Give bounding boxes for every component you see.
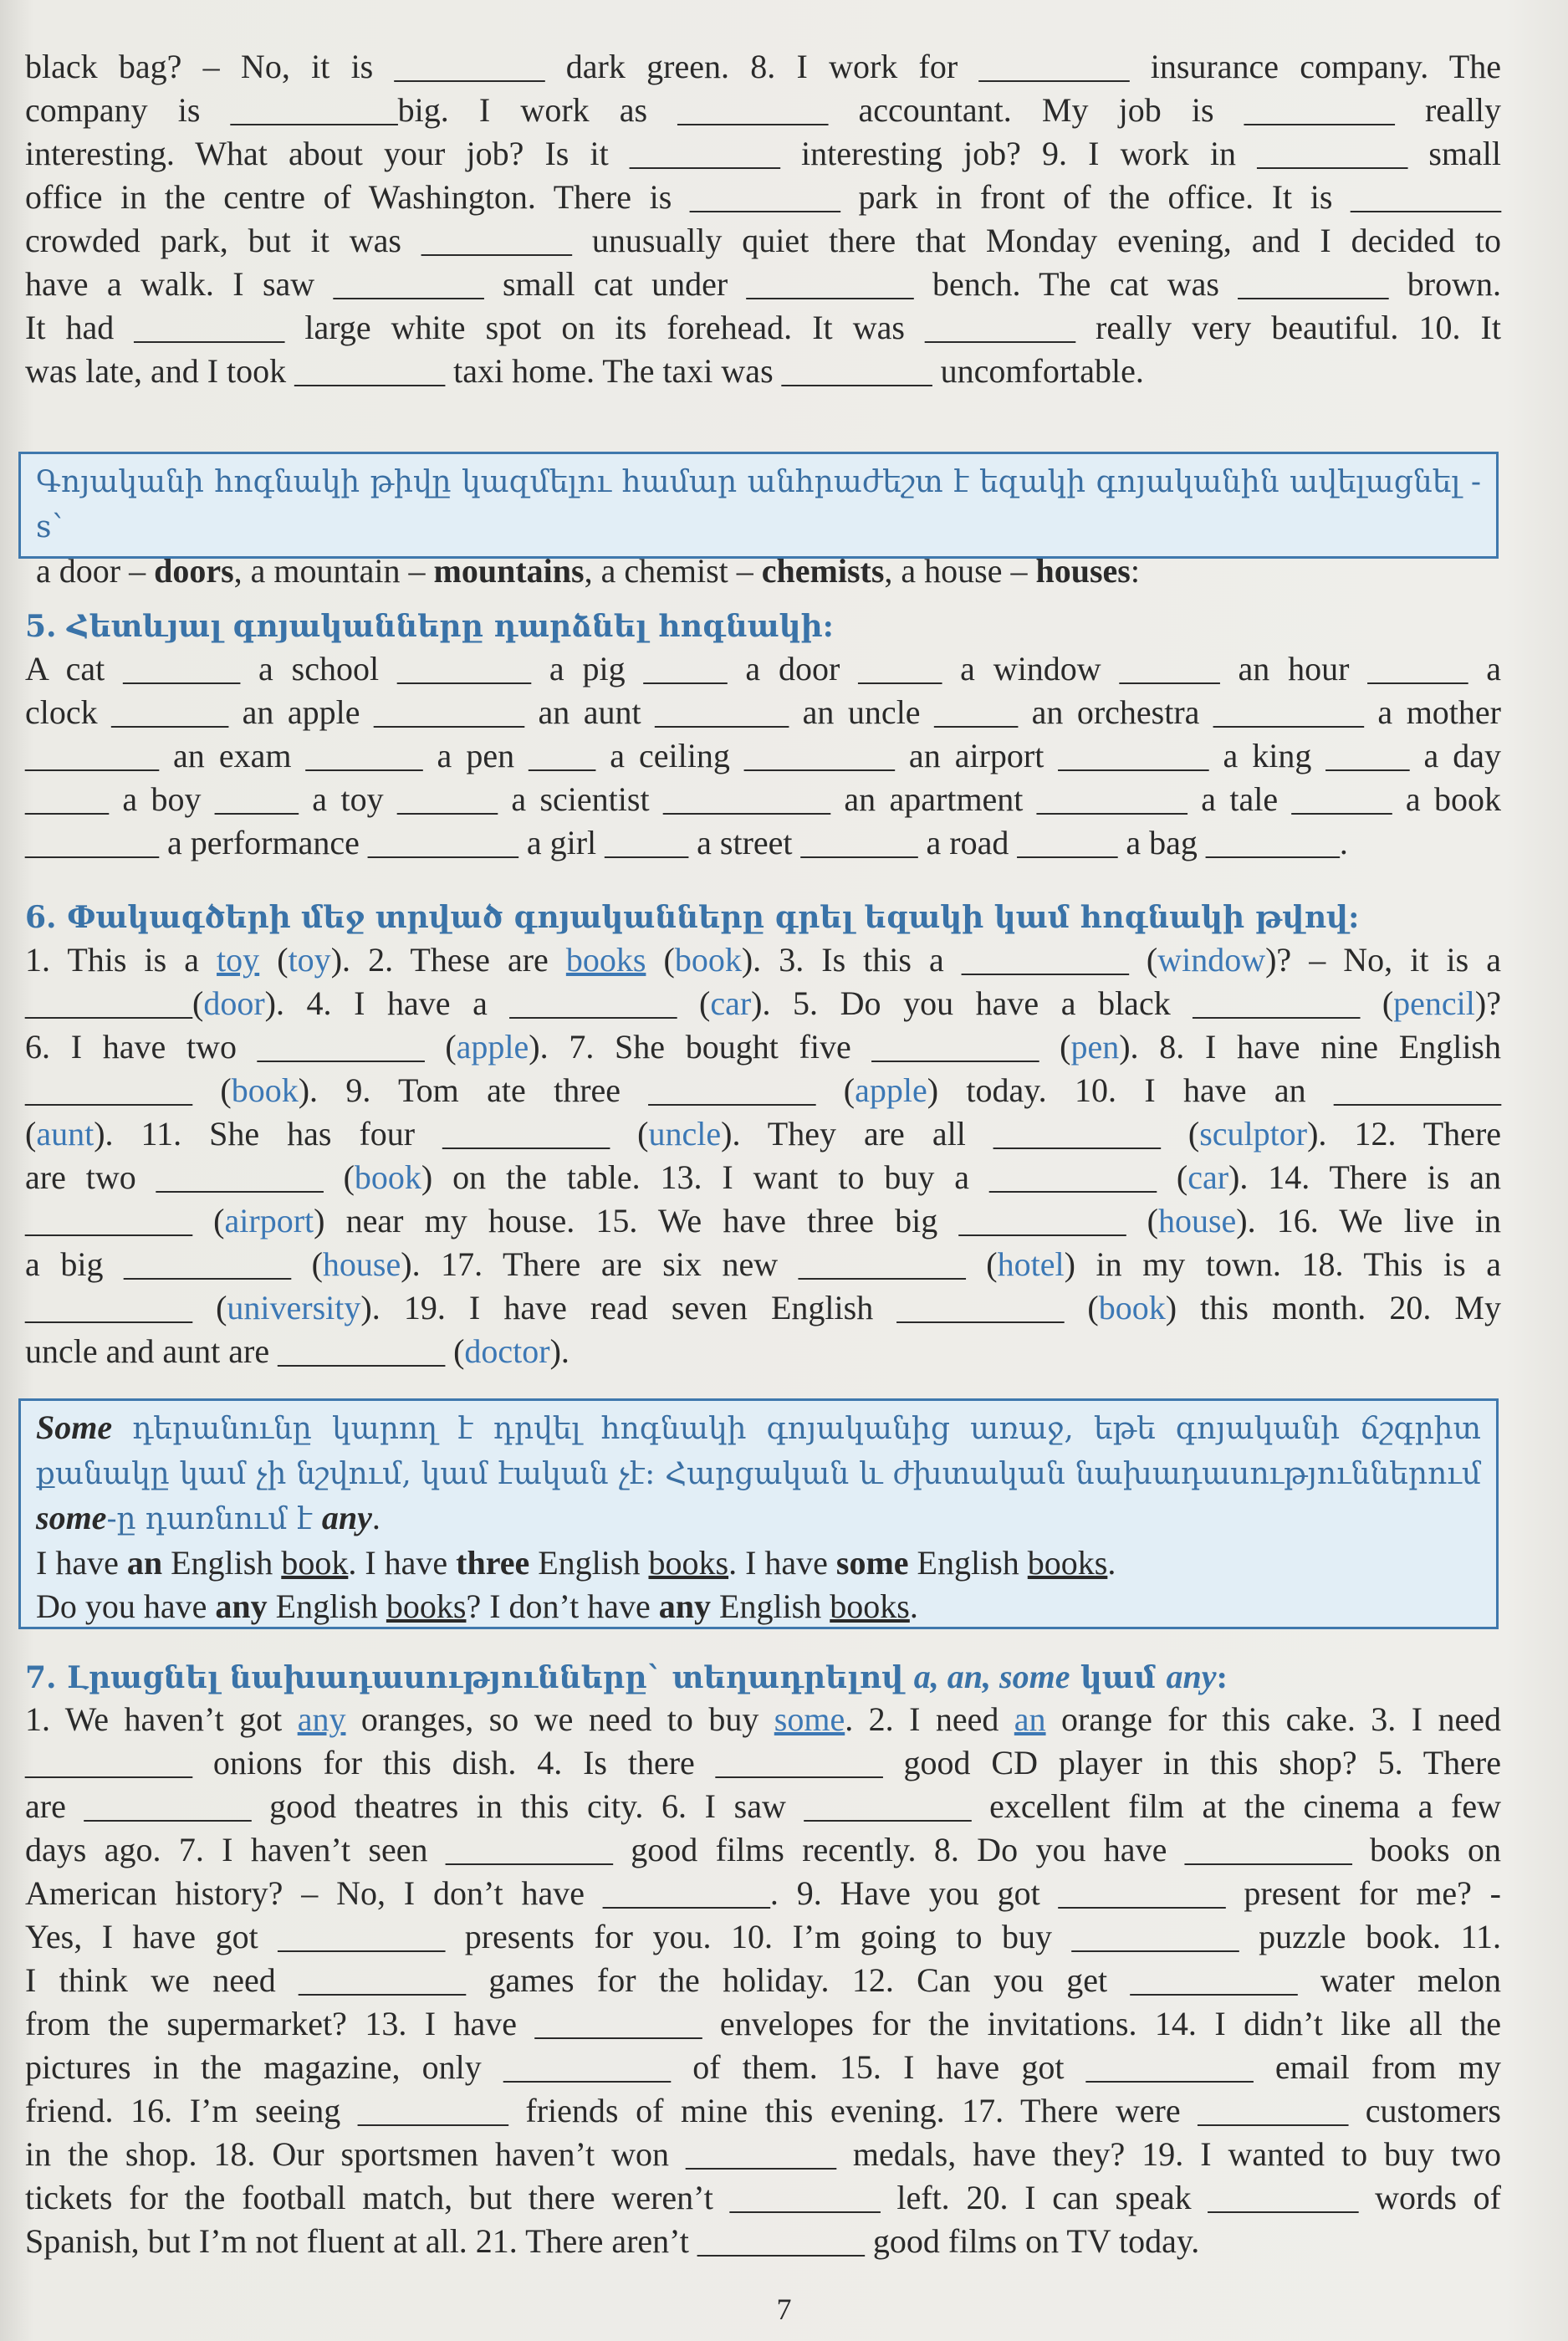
text-line: are __________ good theatres in this city. 6. I saw __________ excellent film at the cinema a few xyxy=(25,1787,1501,1825)
hint-word: book xyxy=(354,1158,421,1196)
hint-word: door xyxy=(203,984,265,1022)
singular-example: a door xyxy=(36,552,121,590)
text-line: I think we need __________ games for the holiday. 12. Can you get __________ water melon xyxy=(25,1961,1501,1999)
hint-word: book xyxy=(674,941,742,979)
text-line: clock _______ an apple _________ an aunt ________ an uncle _____ an orchestra _________ a mother xyxy=(25,693,1501,731)
plural-example: doors xyxy=(154,552,234,590)
answer-example: any xyxy=(297,1700,346,1738)
hint-word: window xyxy=(1157,941,1266,979)
text-line: 1. This is a toy (toy). 2. These are books (book). 3. Is this a __________ (window)? – No, it is a xyxy=(25,941,1502,979)
singular-example: a house xyxy=(901,552,1003,590)
rule-text: Some դերանունը կարող է դրվել հոգնակի գոյականից առաջ, եթե գոյականի ճշգրիտ քանակը կամ չի նշվում, կամ էական չէ: Հարցական և ժխտական նախադասություններում some-ը դառնում է any. xyxy=(36,1408,1481,1536)
text-line: uncle and aunt are __________ (doctor). xyxy=(25,1332,569,1370)
page-number: 7 xyxy=(776,2292,792,2326)
hint-word: airport xyxy=(224,1202,314,1240)
hint-word: uncle xyxy=(648,1115,722,1153)
text-line: days ago. 7. I haven’t seen __________ good films recently. 8. Do you have __________ books on xyxy=(25,1831,1501,1868)
rule-box-some-any xyxy=(18,1398,1499,1629)
text-line: 1. We haven’t got any oranges, so we need to buy some. 2. I need an orange for this cake. 3. I need xyxy=(25,1700,1501,1738)
hint-word: hotel xyxy=(997,1245,1065,1283)
text-line: Spanish, but I’m not fluent at all. 21. There aren’t __________ good films on TV today. xyxy=(25,2222,1200,2260)
text-line: in the shop. 18. Our sportsmen haven’t won _________ medals, have they? 19. I wanted to buy two xyxy=(25,2135,1501,2173)
hint-word: apple xyxy=(855,1071,927,1109)
singular-example: a mountain xyxy=(250,552,401,590)
text-line: tickets for the football match, but there weren’t _________ left. 20. I can speak _________ words of xyxy=(25,2179,1501,2216)
text-line: crowded park, but it was _________ unusually quiet there that Monday evening, and I decided to xyxy=(25,222,1501,259)
hint-word: aunt xyxy=(36,1115,94,1153)
exercise-7-heading: 7. Լրացնել նախադասությունները` տեղադրելով a, an, some կամ any: xyxy=(25,1658,1228,1695)
text-line: friend. 16. I’m seeing _________ friends of mine this evening. 17. There were _________ customers xyxy=(25,2092,1501,2129)
text-line: black bag? – No, it is _________ dark green. 8. I work for _________ insurance company. The xyxy=(25,48,1501,85)
answer-example: toy xyxy=(217,941,260,979)
text-line: are two __________ (book) on the table. 13. I want to buy a __________ (car). 14. There is an xyxy=(25,1158,1501,1196)
text-line: __________(door). 4. I have a __________ (car). 5. Do you have a black __________ (pencil)? xyxy=(25,984,1501,1022)
text-line: 6. I have two __________ (apple). 7. She bought five __________ (pen). 8. I have nine English xyxy=(25,1028,1501,1066)
text-line: ________ an exam _______ a pen ____ a ceiling _________ an airport _________ a king _____ a day xyxy=(25,737,1501,774)
hint-word: pencil xyxy=(1393,984,1475,1022)
text-line: __________ (airport) near my house. 15. We have three big __________ (house). 16. We live in xyxy=(25,1202,1501,1240)
text-line: __________ onions for this dish. 4. Is there __________ good CD player in this shop? 5. There xyxy=(25,1744,1501,1781)
text-line: a big __________ (house). 17. There are six new __________ (hotel) in my town. 18. This is a xyxy=(25,1245,1502,1283)
answer-example: books xyxy=(565,941,646,979)
hint-word: doctor xyxy=(464,1332,550,1370)
text-line: A cat _______ a school ________ a pig _____ a door _____ a window ______ an hour ______ a xyxy=(25,650,1501,687)
text-line: _____ a boy _____ a toy ______ a scientist __________ an apartment _________ a tale ______ a book xyxy=(25,780,1501,818)
text-line: It had _________ large white spot on its forehead. It was _________ really very beautiful. 10. It xyxy=(25,309,1501,346)
exercise-5-heading: 5. Հետևյալ գոյականները դարձնել հոգնակի: xyxy=(25,609,834,644)
plural-example: chemists xyxy=(761,552,885,590)
text-line: (aunt). 11. She has four __________ (uncle). They are all __________ (sculptor). 12. There xyxy=(25,1115,1502,1153)
text-line: have a walk. I saw _________ small cat under __________ bench. The cat was _________ brown. xyxy=(25,265,1501,303)
text-line: pictures in the magazine, only __________ of them. 15. I have got __________ email from my xyxy=(25,2048,1501,2086)
hint-word: book xyxy=(231,1071,299,1109)
hint-word: book xyxy=(1098,1289,1166,1326)
hint-word: house xyxy=(322,1245,401,1283)
text-line: was late, and I took _________ taxi home. The taxi was _________ uncomfortable. xyxy=(25,352,1144,390)
rule-text: Գոյականի հոգնակի թիվը կազմելու համար անհրաժեշտ է եզակի գոյականին ավելացնել -s` xyxy=(36,465,1481,544)
hint-word: sculptor xyxy=(1199,1115,1308,1153)
text-line: company is __________big. I work as _________ accountant. My job is _________ really xyxy=(25,91,1501,129)
text-line: __________ (university). 19. I have read seven English __________ (book) this month. 20. My xyxy=(25,1289,1502,1326)
singular-example: a chemist xyxy=(600,552,728,590)
plural-example: houses xyxy=(1035,552,1131,590)
rule-example: I have an English book. I have three English books. I have some English books. xyxy=(36,1544,1116,1582)
text-line: from the supermarket? 13. I have __________ envelopes for the invitations. 14. I didn’t like all the xyxy=(25,2005,1501,2042)
rule-example: Do you have any English books? I don’t have any English books. xyxy=(36,1587,918,1625)
text-line: __________ (book). 9. Tom ate three __________ (apple) today. 10. I have an __________ xyxy=(25,1071,1502,1109)
hint-word: car xyxy=(710,984,752,1022)
hint-word: car xyxy=(1187,1158,1229,1196)
hint-word: university xyxy=(227,1289,361,1326)
text-line: American history? – No, I don’t have __________. 9. Have you got __________ present for me? - xyxy=(25,1874,1501,1912)
answer-example: some xyxy=(774,1700,845,1738)
text-line: office in the centre of Washington. There is _________ park in front of the office. It is _________ xyxy=(25,178,1501,216)
rule-box-plural: Գոյականի հոգնակի թիվը կազմելու համար անհրաժեշտ է եզակի գոյականին ավելացնել -s` a door – doors, a mountain – mountains, a chemist – chemists, a house – houses: xyxy=(18,452,1499,559)
answer-example: an xyxy=(1014,1700,1046,1738)
hint-word: pen xyxy=(1070,1028,1120,1066)
text-line: ________ a performance _________ a girl _____ a street _______ a road ______ a bag ________. xyxy=(25,824,1348,861)
exercise-6-heading: 6. Փակագծերի մեջ տրված գոյականները գրել եզակի կամ հոգնակի թվով: xyxy=(25,900,1360,935)
text-line: Yes, I have got __________ presents for you. 10. I’m going to buy __________ puzzle book. 11. xyxy=(25,1918,1501,1955)
hint-word: house xyxy=(1157,1202,1237,1240)
hint-word: apple xyxy=(456,1028,529,1066)
hint-word: toy xyxy=(288,941,331,979)
text-line: interesting. What about your job? Is it _________ interesting job? 9. I work in _________ small xyxy=(25,135,1501,172)
plural-example: mountains xyxy=(433,552,585,590)
